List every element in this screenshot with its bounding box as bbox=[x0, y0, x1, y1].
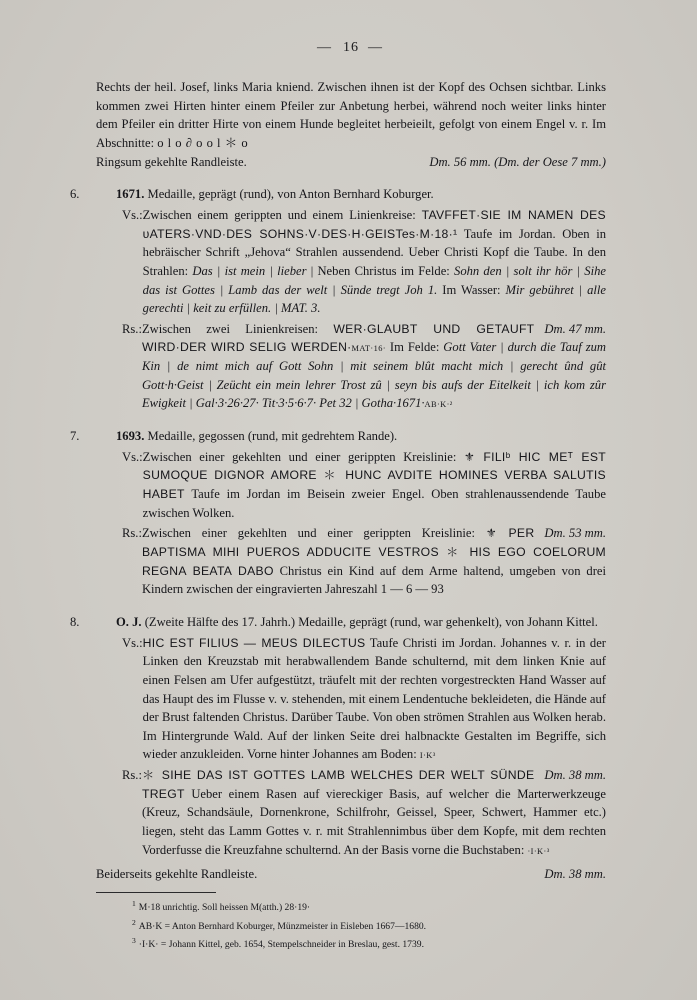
footnote-list bbox=[96, 898, 606, 952]
entry-text-run: WER·GLAUBT UND GETAUFT WIRD·DER WIRD SELIG WERDEN· bbox=[141, 321, 535, 355]
entry-side bbox=[96, 206, 606, 318]
entry-title: Medaille, geprägt (rund), von Anton Bernhard Koburger. bbox=[144, 187, 434, 202]
entry-text-run: Zwischen einer gekehlten und einer gerippten Kreislinie: bbox=[141, 526, 486, 541]
entry-year: 1671. bbox=[116, 187, 145, 202]
page-number bbox=[96, 40, 606, 56]
entry-side-label: Rs.: bbox=[122, 321, 142, 336]
catalog-entry bbox=[70, 185, 607, 413]
entry-text-run: TAVFFET·SIE IM NAMEN DES ᴜATERS·VND·DES SOHNS·V·DES·H·GEISTes·M·18·¹ bbox=[142, 208, 606, 241]
catalog-entry bbox=[70, 613, 606, 859]
entry-text-run: Das | ist mein | lieber bbox=[192, 263, 307, 278]
entry-heading bbox=[70, 613, 606, 632]
entry-text-run: ⚜ FILIᵇ HIC MEᵀ EST SUMOQUE DIGNOR AMORE ＊ HUNC AVDITE HOMINES VERBA SALUTIS HABET bbox=[142, 449, 606, 502]
entry-dimension: Dm. 53 mm. bbox=[544, 526, 606, 541]
catalog-entry bbox=[70, 427, 606, 599]
entry-side bbox=[96, 524, 606, 599]
entry-side-body bbox=[143, 206, 606, 318]
entry-heading bbox=[70, 427, 606, 446]
entry-text-run: Im Felde: bbox=[385, 340, 444, 355]
footnote-text: ·I·K· = Johann Kittel, geb. 1654, Stempelschneider in Breslau, gest. 1739. bbox=[138, 938, 424, 950]
footnote-marker: 1 bbox=[132, 899, 136, 909]
entry-dimension: Dm. 47 mm. bbox=[544, 321, 606, 336]
entry-dimension: Dm. 38 mm. bbox=[544, 768, 606, 783]
entry-side-label: Vs.: bbox=[122, 449, 143, 464]
entry-year: 1693. bbox=[116, 428, 145, 443]
entry-side-body bbox=[142, 524, 606, 599]
entry-text-run: AB·K·² bbox=[424, 400, 453, 410]
page-number-value: 16 bbox=[343, 40, 359, 55]
catalog-entries bbox=[70, 185, 607, 859]
footnote-marker: 2 bbox=[132, 917, 136, 927]
entry-side bbox=[96, 448, 606, 523]
entry-year: O. J. bbox=[116, 614, 142, 629]
entry-number: 8. bbox=[70, 614, 80, 629]
entry-text-run: Zwischen einer gekehlten und einer gerippten Kreislinie: bbox=[142, 449, 465, 464]
entry-text-run: Ueber einem Rasen auf viereckiger Basis, auf welcher die Marterwerkzeuge (Kreuz, Schandsäule, Dornenkrone, Schilfrohr, Geissel, Speer, Schwert, Hammer etc.) liegen, steht das Lamm Gottes v. r. mit Strahlennimbus über dem Kopfe, mit dem rechten Vorderfusse die Kreuzfahne schulternd. An der Basis vorne die Buchstaben: bbox=[141, 786, 606, 857]
page-number-dash-right: — bbox=[368, 40, 385, 55]
entry-heading bbox=[70, 185, 606, 204]
entry-side-label: Vs.: bbox=[122, 635, 143, 650]
entry-side-label: Rs.: bbox=[122, 768, 142, 783]
entry-text-run: Taufe Christi im Jordan. Johannes v. r. in der Linken den Kreuzstab mit herabwallendem Bande schulternd, mit dem linken Knie auf einen Felsen am Ufer aufgestützt, träufelt mit der rechten vorgestreckten Hand Wasser auf das Haupt des im Flusse v. v. stehenden, mit einem Lendentuche bekleideten, die Hände auf der Brust faltenden Christus. Darüber Taube. Von oben strömen Strahlen aus Wolken herab. Im Hintergrunde Wald. Auf der linken Seite drei halbnackte Gestalten im Begriffe, sich wieder anzukleiden. Vorne hinter Johannes am Boden: bbox=[142, 635, 606, 762]
entry-text-run: Christus ein Kind auf dem Arme haltend, umgeben von drei Kindern zwischen der eingravierten Jahreszahl 1 — 6 — 93 bbox=[141, 563, 606, 597]
closing-note bbox=[96, 867, 606, 882]
intro-dimension: Dm. 56 mm. (Dm. der Oese 7 mm.) bbox=[429, 154, 606, 169]
closing-dimension: Dm. 38 mm. bbox=[544, 867, 606, 882]
entry-number: 6. bbox=[70, 187, 80, 202]
entry-side-body bbox=[143, 634, 606, 764]
entry-text-run: Im Wasser: bbox=[437, 282, 506, 297]
entry-text-run: Taufe im Jordan im Beisein zweier Engel. Oben strahlenaussendende Taube zwischen Wolken. bbox=[142, 487, 606, 520]
intro-paragraph-text: Rechts der heil. Josef, links Maria kniend. Zwischen ihnen ist der Kopf des Ochsen sichtbar. Links kommen zwei Hirten hinter einem Pfeiler zur Anbetung herbei, während noch weiter links hinter dem Pfeiler ein dritter Hirte von einem Hunde begleitet herbeieilt, gefolgt von einem Engel v. r. Im Abschnitte: bbox=[96, 80, 606, 150]
entry-text-run: | Neben Christus im Felde: bbox=[306, 263, 455, 278]
closing-text: Beiderseits gekehlte Randleiste. bbox=[96, 867, 258, 882]
footnote-text: M·18 unrichtig. Soll heissen M(atth.) 28·19· bbox=[138, 901, 311, 913]
entry-text-run: Mir gebühret | alle gerechti | keit zu erfüllen. | MAT. 3. bbox=[142, 282, 607, 316]
entry-text-run: Taufe im Jordan. Oben in hebräischer Schrift „Jehova“ Strahlen aussendend. Ueber Christi Kopf die Taube. In den Strahlen: bbox=[142, 226, 607, 278]
entry-side bbox=[96, 320, 606, 413]
entry-side bbox=[96, 634, 606, 764]
entry-side-body bbox=[142, 320, 606, 413]
footnote-item bbox=[132, 917, 606, 934]
entry-text-run: I·K³ bbox=[419, 751, 436, 761]
entry-side-label: Vs.: bbox=[122, 208, 143, 223]
page-content bbox=[70, 40, 607, 953]
entry-text-run: Gott Vater | durch die Tauf zum Kin | de nimt mich auf Gott Sohn | mit seinem blût macht mich | gerecht ûnd gût Gott·h·Geist | Zeücht ein mein lehrer Trost zû | seyn bis aufs der Eitelkeit | ich kom zûr Ewigkeit | Gal·3·26·27· Tit·3·5·6·7· Pet 32 | Gotha·1671· bbox=[141, 340, 606, 411]
footnote-marker: 3 bbox=[132, 935, 136, 945]
intro-paragraph bbox=[96, 78, 606, 171]
entry-side-body bbox=[143, 448, 606, 523]
entry-text-run: Zwischen einem gerippten und einem Linienkreise: bbox=[142, 208, 422, 223]
entry-text-run: MAT·16· bbox=[351, 344, 386, 354]
entry-text-run: HIC EST FILIUS — MEUS DILECTUS bbox=[142, 635, 366, 650]
entry-text-run: ⚜ PER BAPTISMA MIHI PUEROS ADDUCITE VESTROS ＊ HIS EGO COELORUM REGNA BEATA DABO bbox=[141, 526, 606, 578]
footnote-text: AB·K = Anton Bernhard Koburger, Münzmeister in Eisleben 1667—1680. bbox=[138, 920, 427, 932]
entry-text-run: Sohn den | solt ihr hör | Sihe das ist Gottes | Lamb das der welt | Sünde tregt Joh 1. bbox=[142, 263, 606, 297]
page-number-dash-left: — bbox=[317, 40, 334, 55]
entry-side-label: Rs.: bbox=[122, 526, 142, 541]
entry-number: 7. bbox=[70, 428, 80, 443]
entry-side bbox=[96, 766, 606, 859]
footnote-item bbox=[132, 898, 606, 915]
intro-ornament: o l o ∂ o o l ＊ o bbox=[157, 135, 249, 150]
entry-side-body bbox=[142, 766, 606, 859]
entry-title: Medaille, gegossen (rund, mit gedrehtem Rande). bbox=[144, 428, 398, 443]
entry-text-run: ＊ SIHE DAS IST GOTTES LAMB WELCHES DER WELT SÜNDE TREGT bbox=[141, 768, 535, 801]
entry-title: (Zweite Hälfte des 17. Jahrh.) Medaille, geprägt (rund, war gehenkelt), von Johann Kittel. bbox=[141, 614, 598, 629]
intro-paragraph-tail: Ringsum gekehlte Randleiste. bbox=[96, 154, 247, 169]
entry-text-run: ·I·K·³ bbox=[527, 846, 550, 856]
footnote-rule bbox=[96, 892, 216, 893]
footnote-item bbox=[132, 935, 606, 952]
entry-text-run: Zwischen zwei Linienkreisen: bbox=[141, 321, 334, 336]
